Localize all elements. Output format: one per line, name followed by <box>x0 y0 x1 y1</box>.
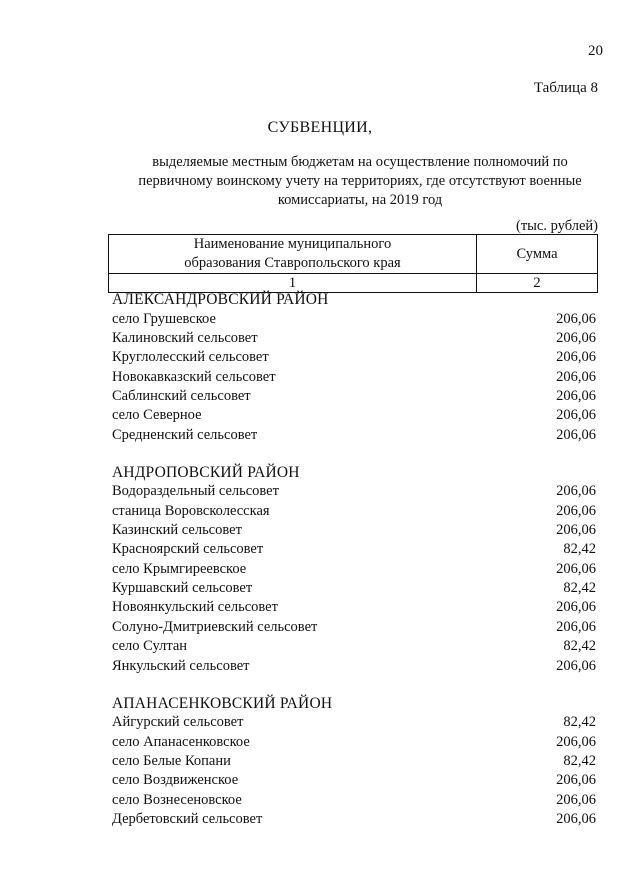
table-row <box>112 618 598 637</box>
table-row <box>112 713 598 732</box>
municipality-name: Калиновский сельсовет <box>112 329 258 346</box>
amount-value: 206,06 <box>556 310 596 327</box>
municipality-name: Айгурский сельсовет <box>112 714 244 731</box>
amount-value: 206,06 <box>556 733 596 750</box>
table-row <box>112 348 598 367</box>
table-row <box>112 810 598 829</box>
table-row <box>112 329 598 348</box>
amount-value: 206,06 <box>556 657 596 674</box>
municipality-name: Новокавказский сельсовет <box>112 368 276 385</box>
municipality-name: село Вознесеновское <box>112 791 242 808</box>
section-spacer <box>112 445 598 463</box>
amount-value: 206,06 <box>556 618 596 635</box>
amount-value: 206,06 <box>556 502 596 519</box>
municipality-name: Дербетовский сельсовет <box>112 811 263 828</box>
amount-value: 82,42 <box>563 753 596 770</box>
table-row <box>112 733 598 752</box>
amount-value: 82,42 <box>563 714 596 731</box>
municipality-name: село Крымгиреевское <box>112 560 247 577</box>
municipality-name: Солуно-Дмитриевский сельсовет <box>112 618 318 635</box>
page-number: 20 <box>588 43 603 59</box>
table-row <box>112 406 598 425</box>
municipality-name: Янкульский сельсовет <box>112 657 250 674</box>
table-row <box>112 310 598 329</box>
district-heading: АНДРОПОВСКИЙ РАЙОН <box>112 463 300 481</box>
amount-value: 82,42 <box>563 541 596 558</box>
amount-value: 82,42 <box>563 580 596 597</box>
document-subtitle <box>110 153 610 210</box>
amount-value: 206,06 <box>556 368 596 385</box>
municipality-name: Средненский сельсовет <box>112 426 258 443</box>
table-row <box>112 521 598 540</box>
table-row <box>112 657 598 676</box>
header-col-number: 2 <box>477 274 598 293</box>
municipality-name: село Султан <box>112 638 188 655</box>
municipality-name: село Белые Копани <box>112 753 231 770</box>
subtitle-line: первичному воинскому учету на территориях, где отсутствуют военные <box>138 173 582 189</box>
amount-value: 206,06 <box>556 387 596 404</box>
table-row <box>112 771 598 790</box>
table-row <box>112 560 598 579</box>
amount-value: 206,06 <box>556 407 596 424</box>
table-body <box>112 290 598 829</box>
table-row <box>112 502 598 521</box>
amount-value: 206,06 <box>556 329 596 346</box>
amount-value: 206,06 <box>556 522 596 539</box>
table-row <box>112 387 598 406</box>
section-spacer <box>112 676 598 694</box>
document-title: СУБВЕНЦИИ, <box>267 119 373 136</box>
header-name-line: Наименование муниципального <box>193 236 392 252</box>
header-sum-cell: Сумма <box>477 235 598 274</box>
municipality-name: Куршавский сельсовет <box>112 580 253 597</box>
amount-value: 206,06 <box>556 349 596 366</box>
units-label: (тыс. рублей) <box>516 218 598 234</box>
municipality-name: село Грушевское <box>112 310 216 327</box>
subtitle-line: выделяемые местным бюджетам на осуществление полномочий по <box>152 154 568 170</box>
table-row <box>112 368 598 387</box>
municipality-name: Круглолесский сельсовет <box>112 349 269 366</box>
amount-value: 206,06 <box>556 426 596 443</box>
subtitle-line: комиссариаты, на 2019 год <box>277 192 443 208</box>
table-row <box>112 540 598 559</box>
table-row <box>112 637 598 656</box>
municipality-name: станица Воровсколесская <box>112 502 270 519</box>
table-row <box>112 791 598 810</box>
municipality-name: Казинский сельсовет <box>112 522 242 539</box>
amount-value: 206,06 <box>556 599 596 616</box>
header-name-cell <box>109 235 477 274</box>
district-heading: АЛЕКСАНДРОВСКИЙ РАЙОН <box>112 291 329 308</box>
table-row <box>112 579 598 598</box>
amount-value: 206,06 <box>556 772 596 789</box>
municipality-name: Саблинский сельсовет <box>112 387 251 404</box>
municipality-name: село Воздвиженское <box>112 772 239 789</box>
amount-value: 206,06 <box>556 560 596 577</box>
header-name-line: образования Ставропольского края <box>184 255 401 271</box>
municipality-name: Красноярский сельсовет <box>112 541 264 558</box>
table-label: Таблица 8 <box>533 80 598 96</box>
table-row <box>112 426 598 445</box>
amount-value: 82,42 <box>563 638 596 655</box>
municipality-name: Новоянкульский сельсовет <box>112 599 278 616</box>
amount-value: 206,06 <box>556 791 596 808</box>
municipality-name: село Северное <box>112 407 202 424</box>
table-row <box>112 482 598 501</box>
district-heading: АПАНАСЕНКОВСКИЙ РАЙОН <box>112 694 333 712</box>
amount-value: 206,06 <box>556 483 596 500</box>
municipality-name: село Апанасенковское <box>112 733 250 750</box>
header-col-number: 1 <box>109 274 477 293</box>
table-row <box>112 598 598 617</box>
municipality-name: Водораздельный сельсовет <box>112 483 279 500</box>
table-row <box>112 752 598 771</box>
table-header <box>108 234 598 293</box>
amount-value: 206,06 <box>556 811 596 828</box>
